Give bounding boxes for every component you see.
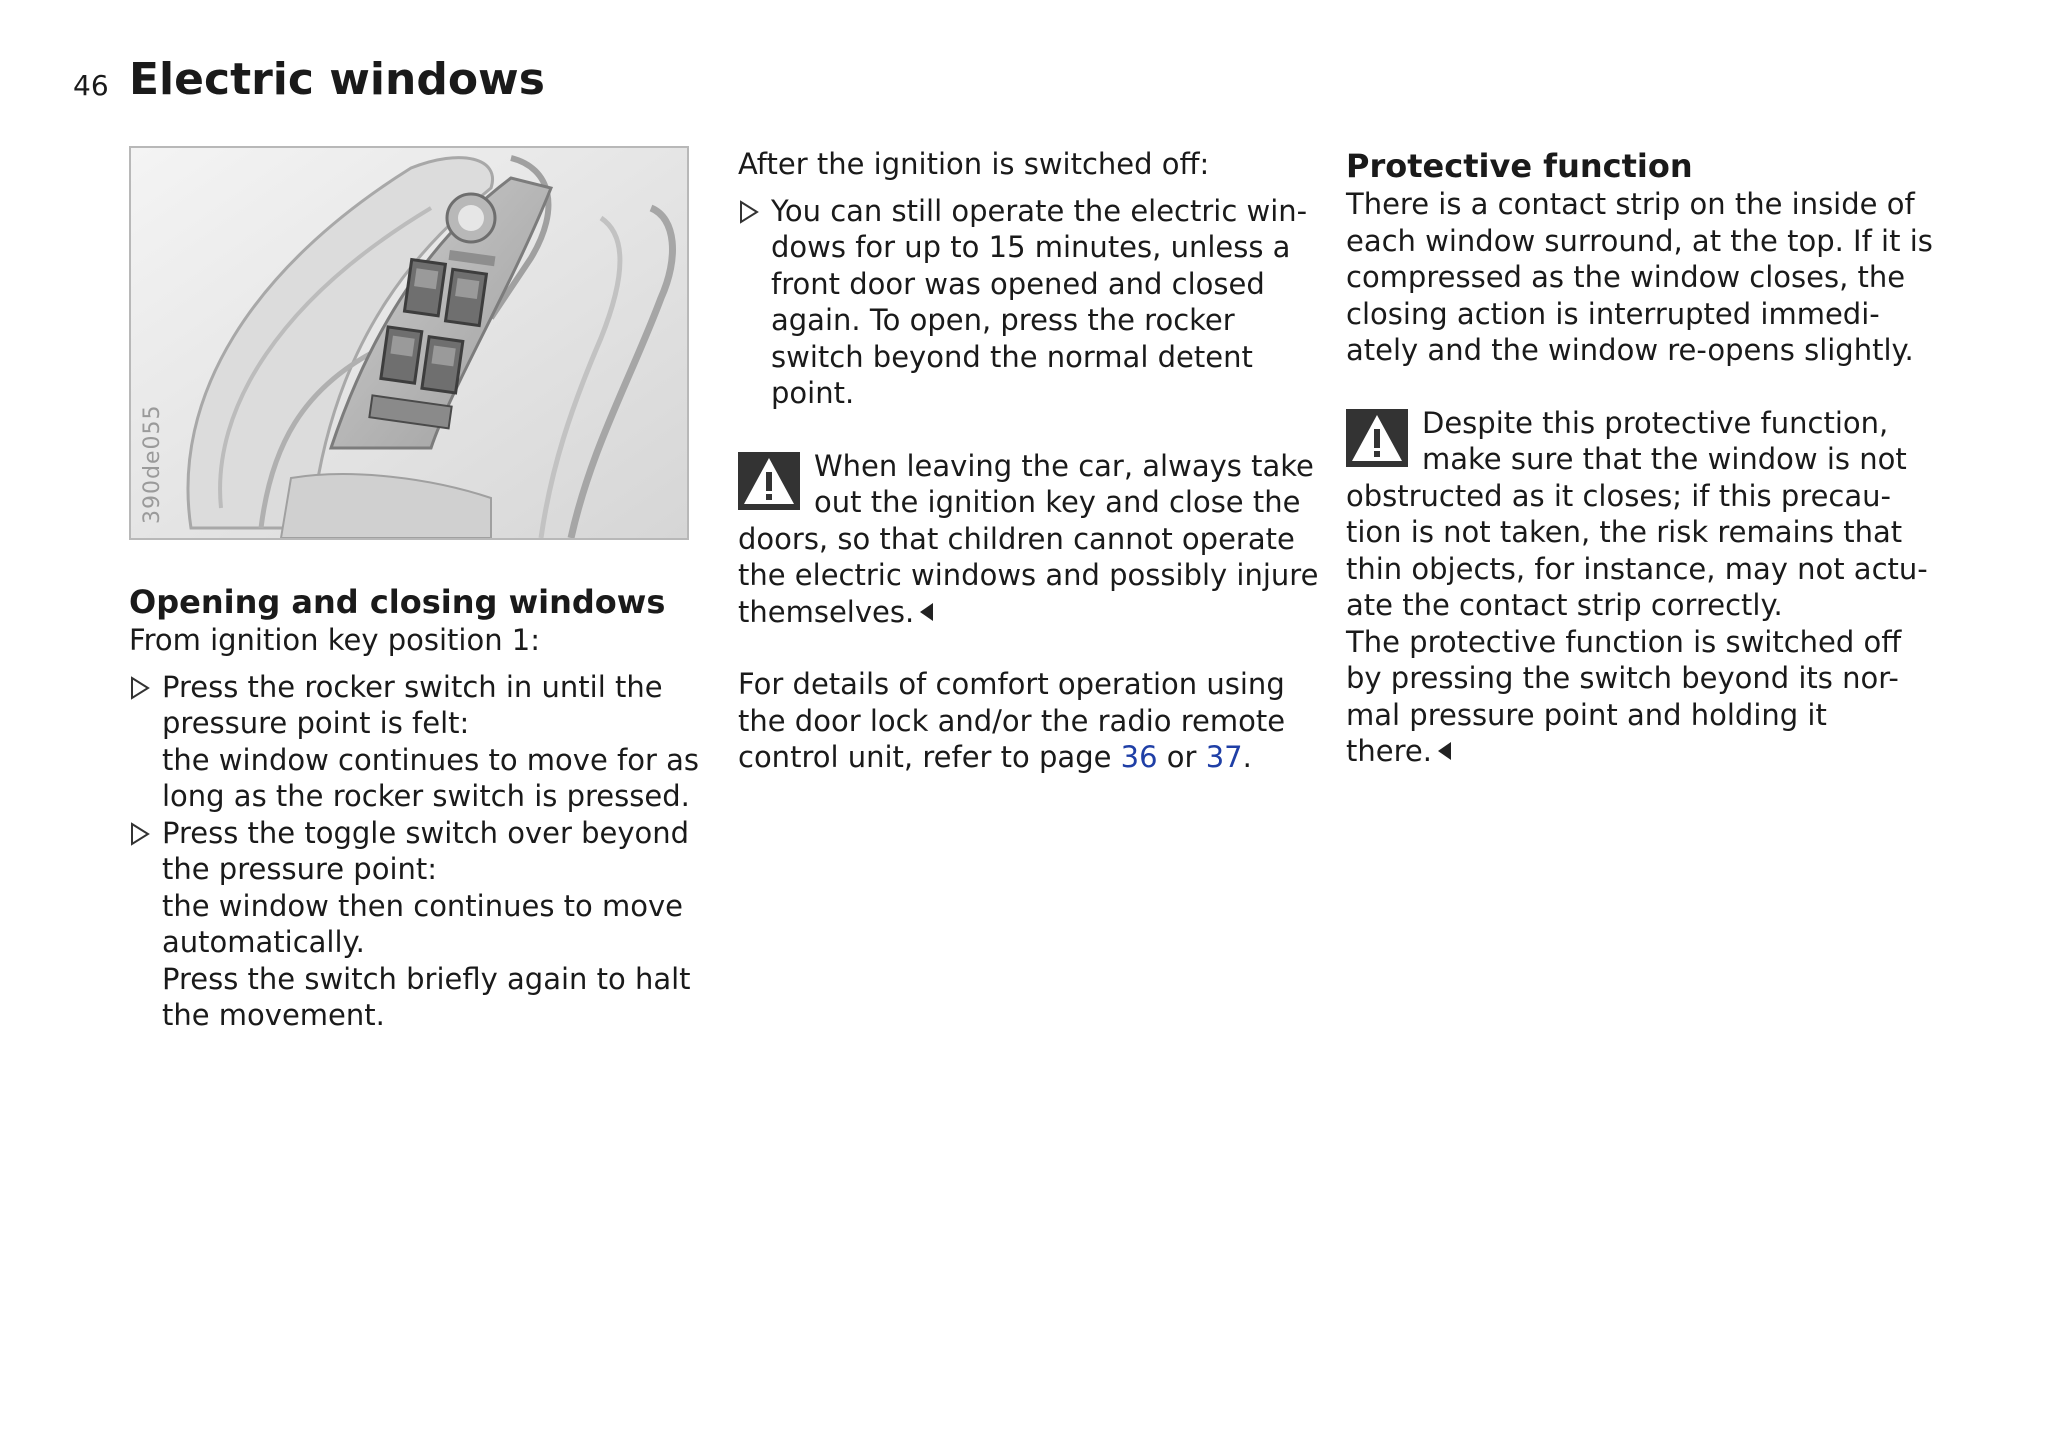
bullet-line: Press the switch briefly again to halt [162,961,691,996]
bullet-line: Press the toggle switch over beyond [162,815,690,850]
warning-line: by pressing the switch beyond its nor- [1346,661,1899,695]
details-line: control unit, refer to page [738,740,1121,774]
warning-line: ate the contact strip correctly. [1346,588,1783,622]
column-right [1346,146,1946,770]
list-item [129,815,719,1034]
bullet-line: the movement. [162,998,385,1032]
warning-line: the electric windows and possibly injure [738,558,1319,592]
warning-triangle-icon [738,452,800,510]
warning-line: Despite this protective function, [1422,405,1889,440]
details-line: the door lock and/or the radio remote [738,703,1286,738]
warning-line: mal pressure point and holding it [1346,697,1827,732]
end-of-section-icon [917,600,935,624]
list-item [738,193,1338,412]
body-line: closing action is interrupted immedi- [1346,296,1880,331]
bullet-line: automatically. [162,925,365,959]
bullet-line: Press the rocker switch in until the [162,669,663,704]
details-end: . [1242,740,1252,774]
body-line: each window surround, at the top. If it is [1346,223,1933,258]
bullet-line: the window continues to move for as [162,742,699,777]
warning-note-children [738,448,1338,631]
warning-line: out the ignition key and close the [814,485,1301,519]
figure-code: 390de055 [140,404,165,524]
bullet-line: again. To open, press the rocker [771,303,1235,337]
opening-intro: From ignition key position 1: [129,623,541,657]
triangle-bullet-icon [129,675,151,701]
list-item [129,669,719,815]
warning-line: make sure that the window is not [1422,442,1907,476]
warning-line: themselves. [738,594,915,629]
bullet-line: long as the rocker switch is pressed. [162,779,690,813]
end-of-section-icon [1435,739,1453,763]
column-middle [738,146,1338,776]
page-title: Electric windows [129,54,545,105]
warning-line: When leaving the car, always take [814,448,1314,483]
bullet-line: the window then continues to move [162,888,683,923]
comfort-operation-note [738,666,1338,776]
protective-body [1346,186,1946,369]
warning-note-obstruction [1346,405,1946,770]
warning-line: The protective function is switched off [1346,624,1902,659]
bullet-line: point. [771,376,855,410]
body-line: compressed as the window closes, the [1346,260,1906,294]
body-line: ately and the window re-opens slightly. [1346,333,1914,367]
column-left [129,146,719,1034]
bullet-line: the pressure point: [162,852,438,886]
warning-line: tion is not taken, the risk remains that [1346,515,1903,549]
warning-line: obstructed as it closes; if this precau- [1346,478,1891,513]
triangle-bullet-icon [129,821,151,847]
bullet-line: front door was opened and closed [771,266,1265,301]
ignition-off-intro: After the ignition is switched off: [738,147,1210,181]
bullet-line: pressure point is felt: [162,706,470,740]
page-link-36[interactable]: 36 [1120,740,1158,774]
section-heading-opening: Opening and closing windows [129,583,666,621]
warning-line: there. [1346,734,1432,768]
triangle-bullet-icon [738,199,760,225]
page-number: 46 [73,69,109,102]
bullet-line: dows for up to 15 minutes, unless a [771,230,1291,264]
bullet-line: You can still operate the electric win- [771,193,1308,228]
section-heading-protective: Protective function [1346,147,1693,185]
details-line: For details of comfort operation using [738,667,1285,701]
body-line: There is a contact strip on the inside of [1346,187,1915,221]
page-link-37[interactable]: 37 [1205,740,1243,774]
warning-line: thin objects, for instance, may not actu- [1346,551,1928,586]
bullet-line: switch beyond the normal detent [771,339,1253,374]
warning-line: doors, so that children cannot operate [738,521,1295,556]
warning-triangle-icon [1346,409,1408,467]
door-panel-drawing [131,148,687,538]
details-or: or [1157,740,1206,774]
window-switch-illustration [129,146,689,540]
